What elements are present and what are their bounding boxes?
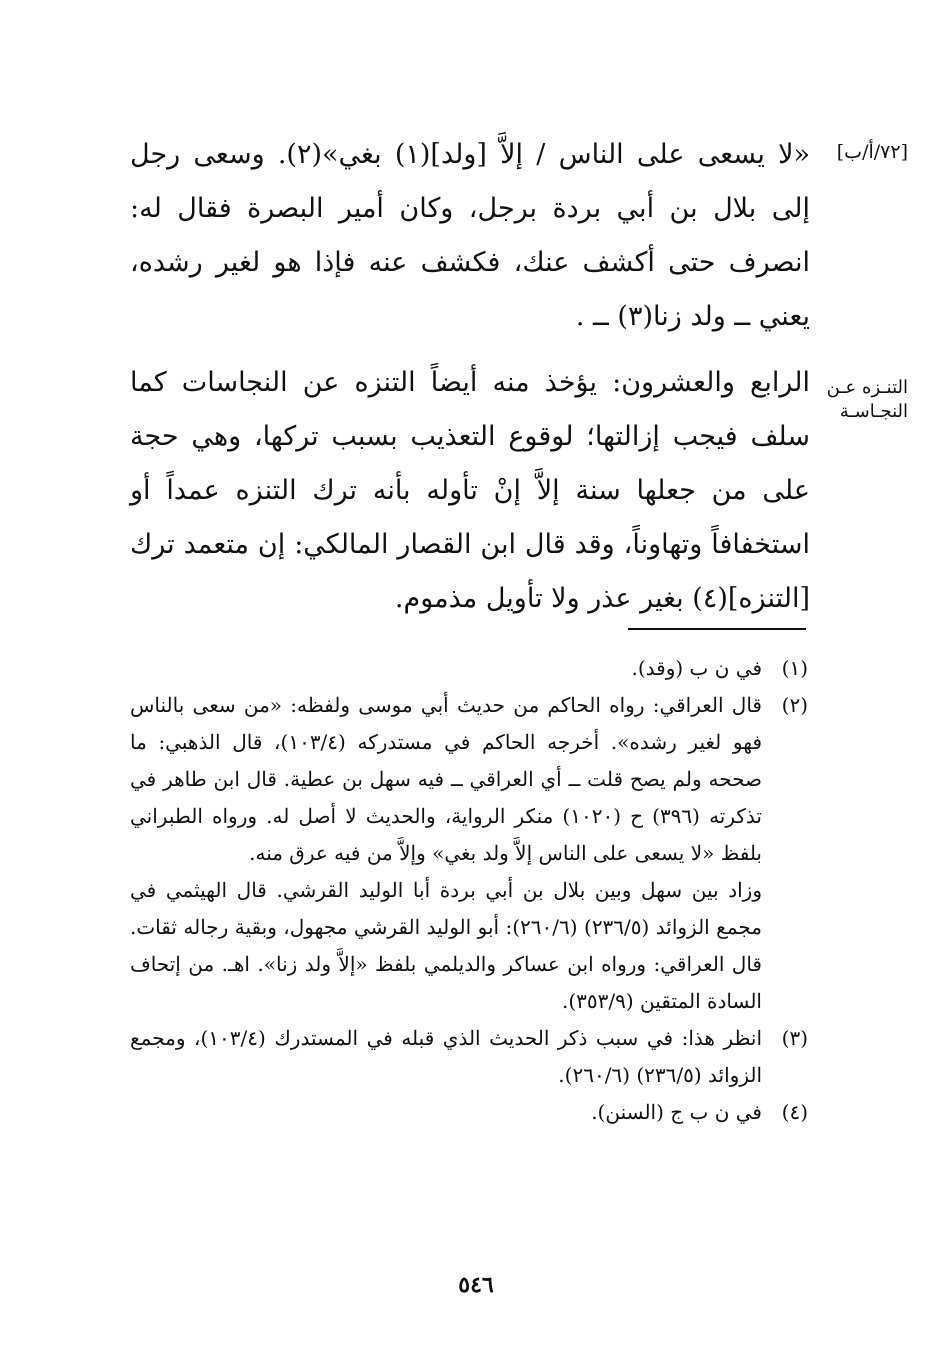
margin-manuscript-ref: [٧٢/أ/ب] — [836, 141, 908, 163]
margin-topic-line-2: النجـاسـة — [839, 401, 908, 422]
footnote-number: (٢) — [781, 693, 808, 717]
main-paragraph-2: الرابع والعشرون: يؤخذ منه أيضاً التنزه عن النجاسات كما سلف فيجب إزالتها؛ لوقوع التعذيب بسبب تركها، وهي حجة على من جعلها سنة إلاَّ إنْ تأوله بأنه ترك التنزه عمداً أو استخفافاً وتهاوناً، وقد قال ابن القصار المالكي: إن متعمد ترك [التنزه](٤) بغير عذر ولا تأويل مذموم. — [130, 367, 810, 614]
footnote-1 — [130, 650, 808, 687]
footnote-text: قال العراقي: رواه الحاكم من حديث أبي موسى ولفظه: «من سعى بالناس فهو لغير رشده». أخرجه الحاكم في مستدركه (١٠٣/٤)، قال الذهبي: ما صححه ولم يصح قلت ــ أي العراقي ــ فيه سهل بن عطية. قال ابن طاهر في تذكرته (٣٩٦) ح (١٠٢٠) منكر الرواية، والحديث لا أصل له. ورواه الطبراني بلفظ «لا يسعى على الناس إلاَّ ولد بغي» وإلاَّ من فيه عرق منه. — [130, 693, 763, 865]
footnotes — [130, 650, 808, 1131]
footnote-text: في ن ب ج (السنن). — [591, 1100, 762, 1124]
footnote-2 — [130, 687, 808, 872]
footnote-4 — [130, 1094, 808, 1131]
margin-topic-note — [808, 376, 908, 424]
footnote-3 — [130, 1020, 808, 1094]
page-number: ٥٤٦ — [458, 1272, 494, 1298]
footnote-separator — [628, 628, 806, 630]
main-paragraph-1: «لا يسعى على الناس / إلاَّ [ولد](١) بغي»(٢). وسعى رجل إلى بلال بن أبي بردة برجل، وكان أمير البصرة فقال له: انصرف حتى أكشف عنك، فكشف عنه فإذا هو لغير رشده، يعني ــ ولد زنا(٣) ــ . — [130, 139, 810, 332]
footnote-2-continuation: وزاد بين سهل وبين بلال بن أبي بردة أبا الوليد القرشي. قال الهيثمي في مجمع الزوائد (٢٣٦/٥) (٢٦٠/٦): أبو الوليد القرشي مجهول، وبقية رجاله ثقات. قال العراقي: ورواه ابن عساكر والديلمي بلفظ «إلاَّ ولد زنا». اهـ. من إتحاف السادة المتقين (٣٥٣/٩). — [130, 878, 762, 1013]
footnote-number: (٣) — [781, 1026, 808, 1050]
footnote-text: انظر هذا: في سبب ذكر الحديث الذي قبله في المستدرك (١٠٣/٤)، ومجمع الزوائد (٢٣٦/٥) (٢٦٠/٦). — [130, 1026, 763, 1087]
footnote-text: في ن ب (وقد). — [631, 656, 762, 680]
footnote-number: (١) — [781, 656, 808, 680]
margin-topic-line-1: التنـزه عـن — [826, 377, 908, 398]
footnote-number: (٤) — [781, 1100, 808, 1124]
